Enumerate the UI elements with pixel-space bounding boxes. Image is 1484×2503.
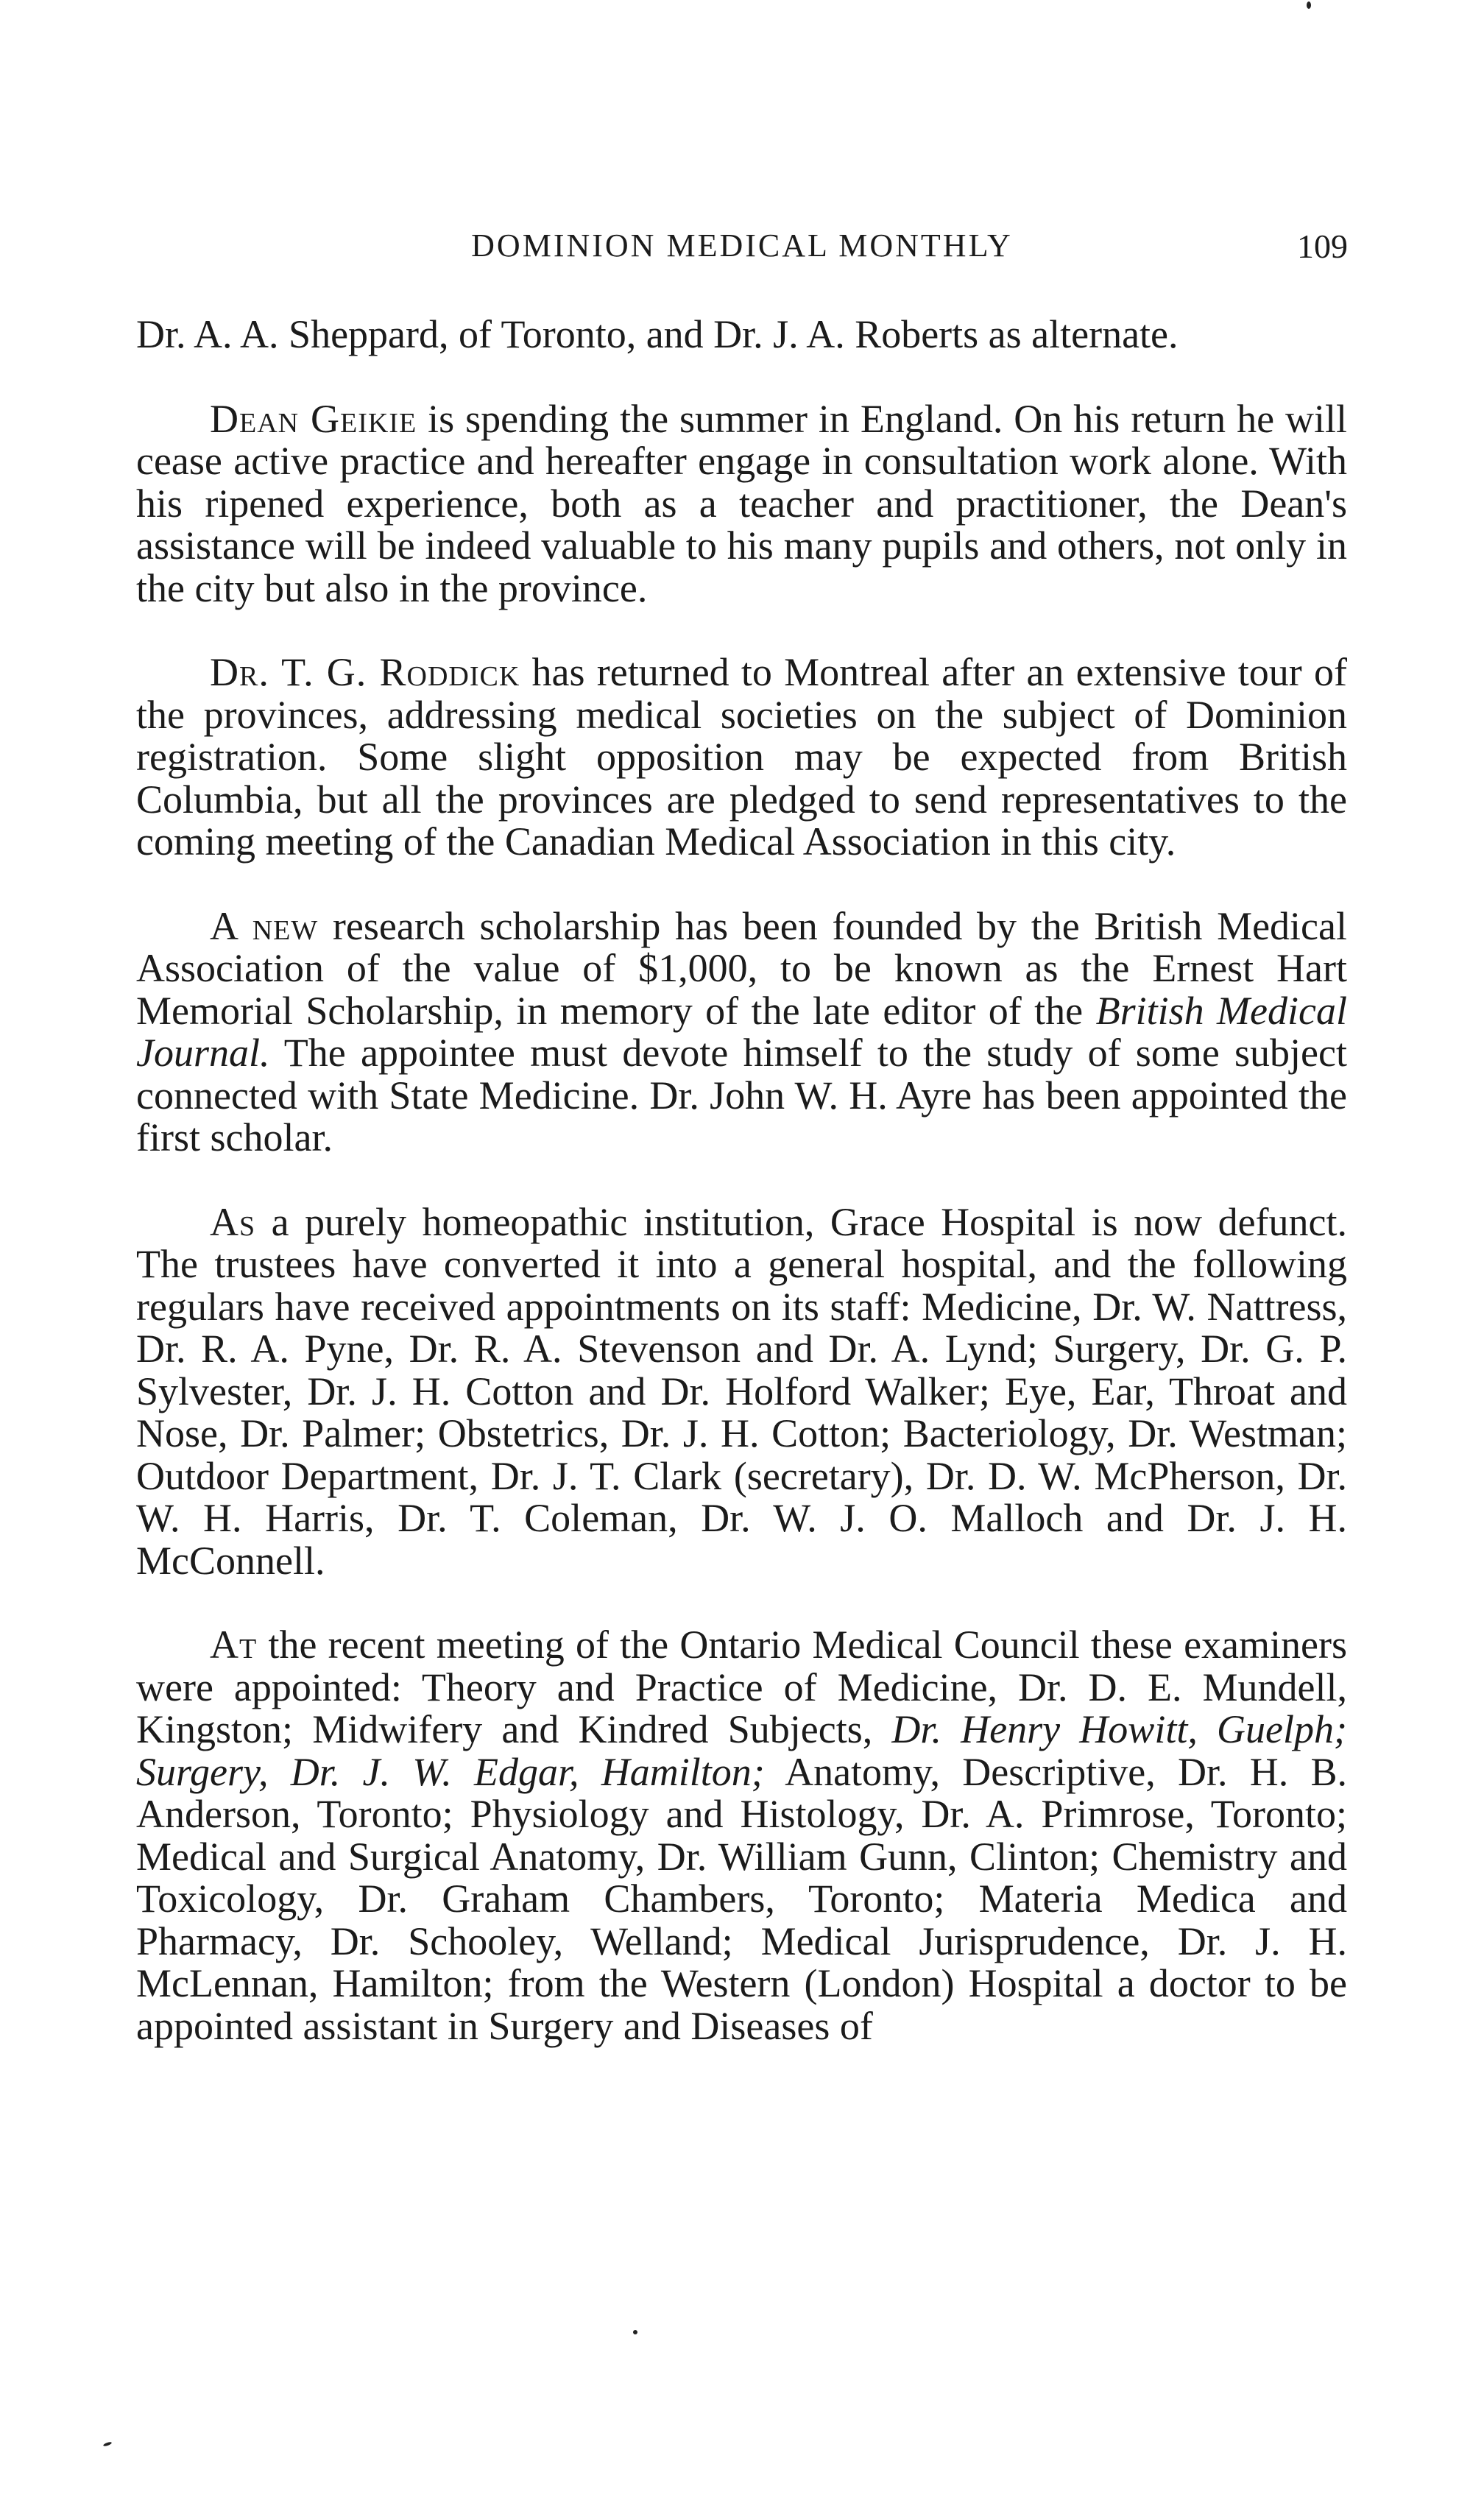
- paragraph-lead: As: [210, 1199, 256, 1244]
- paragraph-text: has returned to Montreal after an extensive tour of the provinces, addressing medical societies on the subject of Dominion registration. Some slight opposition may be expected from British Columbia, but all the provinces are pledged to send representatives to the coming meeting of the Canadian Medical Association in this city.: [136, 650, 1347, 864]
- ink-speck: [103, 2441, 113, 2447]
- paragraph-lead: At: [210, 1623, 258, 1667]
- paragraph-grace-hospital: [136, 1201, 1347, 1583]
- paragraph-lead: Dr. T. G. Roddick: [210, 650, 520, 694]
- body-text: [136, 314, 1347, 2047]
- paragraph-text: a purely homeopathic institution, Grace Hospital is now defunct. The trustees have converted it into a general hospital, and the following regulars have received appointments on its staff: Medicine, Dr. W. Nattress, Dr. R. A. Pyne, Dr. R. A. Stevenson and Dr. A. Lynd; Surgery, Dr. G. P. Sylvester, Dr. J. H. Cotton and Dr. Holford Walker; Eye, Ear, Throat and Nose, Dr. Palmer; Obstetrics, Dr. J. H. Cotton; Bacteriology, Dr. Westman; Outdoor Department, Dr. J. T. Clark (secretary), Dr. D. W. McPherson, Dr. W. H. Harris, Dr. T. Coleman, Dr. W. J. O. Malloch and Dr. J. H. McConnell.: [136, 1199, 1347, 1583]
- running-head: DOMINION MEDICAL MONTHLY: [471, 227, 1013, 264]
- page-header: [136, 219, 1348, 286]
- paragraph-text-after: Anatomy, Descriptive, Dr. H. B. Anderson, Toronto; Physiology and Histology, Dr. A. Primrose, Toronto; Medical and Surgical Anatomy, Dr. William Gunn, Clinton; Chemistry and Toxicology, Dr. Graham Chambers, Toronto; Materia Medica and Pharmacy, Dr. Schooley, Welland; Medical Jurisprudence, Dr. J. H. McLennan, Hamilton; from the Western (London) Hospital a doctor to be appointed assistant in Surgery and Diseases of: [136, 1749, 1347, 2048]
- paragraph-lead: A new: [210, 903, 319, 948]
- paragraph-continuation: [136, 314, 1347, 356]
- italic-examiners: Dr. Henry Howitt, Guelph; Surgery, Dr. J. W. Edgar, Hamilton;: [136, 1707, 1347, 1794]
- paragraph-text-before: the recent meeting of the Ontario Medical Council these examiners were appointed: Theory and Practice of Medicine, Dr. D. E. Mundell, Kingston; Midwifery and Kindred Subjects,: [136, 1623, 1347, 1751]
- journal-title: British Medical Journal.: [136, 988, 1347, 1075]
- paragraph-lead: Dean Geikie: [210, 396, 417, 441]
- paragraph-medical-council: [136, 1624, 1347, 2047]
- paragraph-dean-geikie: [136, 398, 1347, 610]
- ink-speck: [633, 2330, 637, 2334]
- paragraph-scholarship: [136, 905, 1347, 1159]
- paragraph-text: is spending the summer in England. On his return he will cease active practice and hereafter engage in consultation work alone. With his ripened experience, both as a teacher and practitioner, the Dean's assistance will be indeed valuable to his many pupils and others, not only in the city but also in the province.: [136, 396, 1348, 610]
- page-number: 109: [1297, 227, 1348, 265]
- paragraph-text-before: research scholarship has been founded by the British Medical Association of the value of $1,000, to be known as the Ernest Hart Memorial Scholarship, in memory of the late editor of the: [136, 903, 1347, 1033]
- ink-speck: [1307, 1, 1311, 9]
- paragraph-text-after: The appointee must devote himself to the study of some subject connected with State Medicine. Dr. John W. H. Ayre has been appointed the first scholar.: [136, 1031, 1347, 1159]
- paragraph-roddick: [136, 652, 1347, 864]
- paragraph-text: Dr. A. A. Sheppard, of Toronto, and Dr. J. A. Roberts as alternate.: [136, 312, 1179, 356]
